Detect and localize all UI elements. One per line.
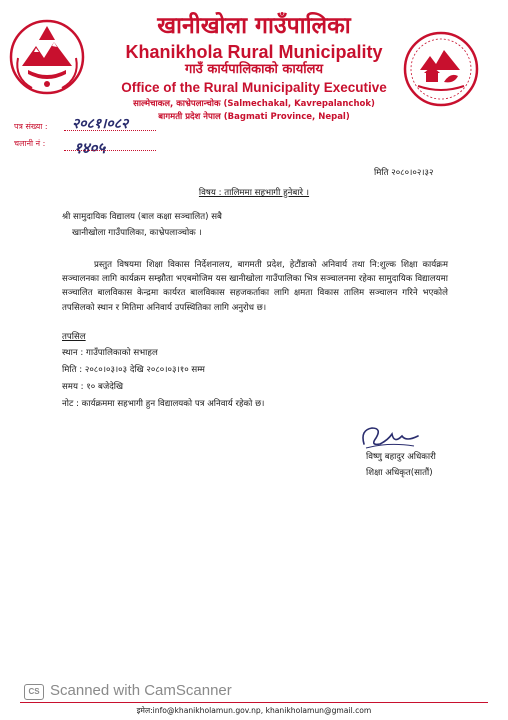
address-line-2: बागमती प्रदेश नेपाल (Bagmati Province, Nepal) [158, 112, 350, 122]
dispatch-number-label: चलानी नं : [14, 139, 46, 148]
details-heading: तपसिल [62, 332, 86, 342]
scanner-watermark: Scanned with CamScanner [50, 682, 232, 699]
details-time: समय : १० बजेदेखि [62, 382, 124, 392]
dispatch-number-underline [64, 150, 156, 151]
address-line-1: साल्मेचाकल, काभ्रेपलान्चोक (Salmechakal, Kavrepalanchok) [133, 99, 375, 109]
letter-number-underline [64, 130, 156, 131]
details-note: नोट : कार्यक्रममा सहभागी हुन विद्यालयको पत्र अनिवार्य रहेको छ। [62, 399, 265, 409]
municipality-name-nepali: खानीखोला गाउँपालिका [157, 13, 351, 39]
municipality-name-english: Khanikhola Rural Municipality [125, 42, 383, 62]
details-date-range: मिति : २०८०।०३।०३ देखि २०८०।०३।१० सम्म [62, 365, 205, 375]
signatory-title: शिक्षा अधिकृत(सातौं) [366, 468, 433, 478]
recipient-line-2: खानीखोला गाउँपालिका, काभ्रेपलाञ्चोक । [72, 228, 202, 238]
dispatch-number-value: १४०५ [74, 139, 106, 157]
office-name-english: Office of the Rural Municipality Executive [121, 80, 387, 95]
details-place: स्थान : गाउँपालिकाको सभाहल [62, 348, 158, 358]
letter-number-value: २०८१।०८२ [72, 116, 129, 132]
office-name-nepali: गाउँ कार्यपालिकाको कार्यालय [185, 62, 323, 77]
recipient-line-1: श्री सामुदायिक विद्यालय (बाल कक्षा सञ्चालित) सबै [62, 212, 222, 222]
body-paragraph: प्रस्तुत विषयमा शिक्षा विकास निर्देशनालय, बागमती प्रदेश, हेटौंडाको अनिवार्य तथा नि:शुल्क शिक्षा कार्यक्रम सञ्चालनका लागि कार्यक्रम सम्झौता भएबमोजिम यस खानीखोला गाउँपालिका भित्र सञ्चालनमा रहेका सामुदायिक विद्यालयमा सञ्चालित बालविकास केन्द्रमा कार्यरत बालविकास सहजकर्ताका लागि क्षमता विकास तालिम सञ्चालन गरिने भएकोले तपसिलको स्थान र मितिमा अनिवार्य उपस्थितिका लागि अनुरोध छ। [62, 260, 448, 313]
footer-contact: इमेल:info@khanikholamun.gov.np, khanikholamun@gmail.com [136, 706, 372, 715]
signatory-name: विष्णु बहादुर अधिकारी [366, 452, 436, 462]
subject-line: विषय : तालिममा सहभागी हुनेबारे । [198, 188, 310, 198]
footer-divider [20, 702, 488, 703]
signature-icon [358, 422, 422, 452]
letter-number-label: पत्र संख्या : [14, 122, 48, 131]
camscanner-logo-icon: CS [24, 684, 44, 700]
letter-date: मिति २०८०।०२।३२ [374, 168, 434, 178]
